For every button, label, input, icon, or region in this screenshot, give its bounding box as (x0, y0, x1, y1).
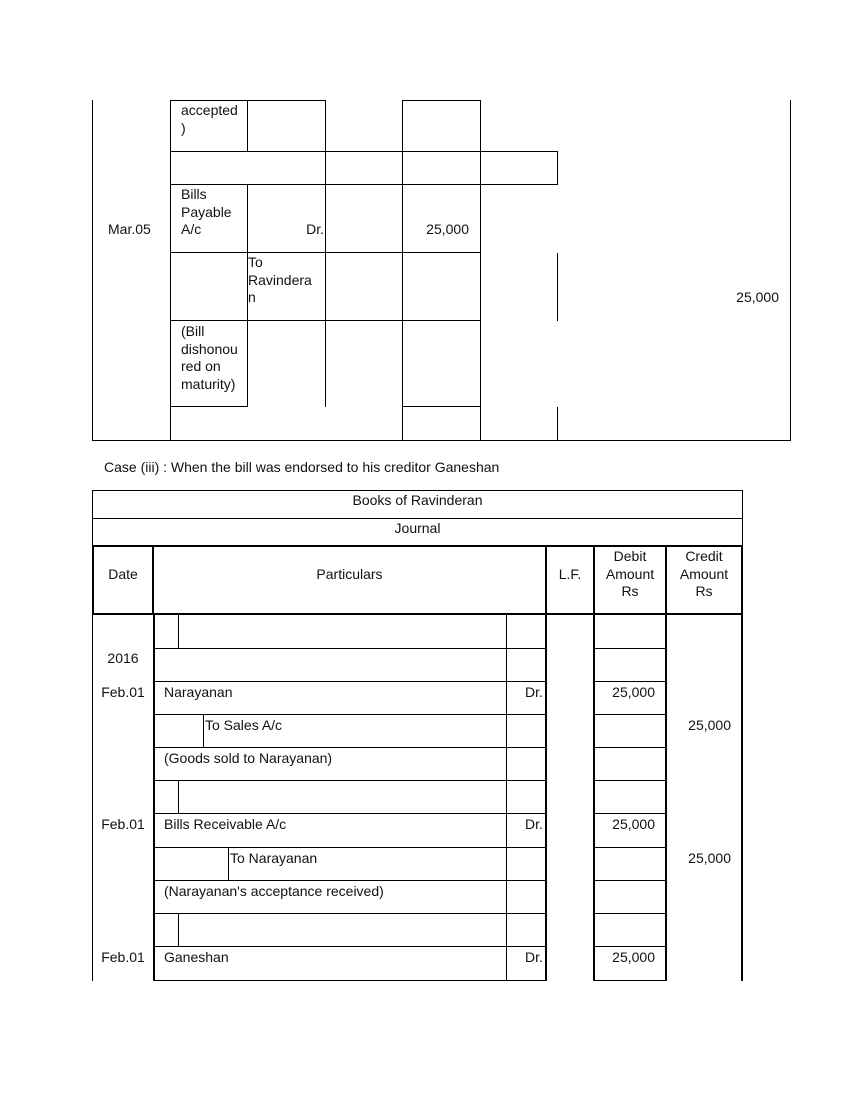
indent-divider (178, 615, 179, 648)
entry-date: Feb.01 (101, 684, 145, 700)
table-border (92, 615, 93, 981)
table-border (506, 615, 507, 981)
table-border (153, 615, 155, 981)
entry-date: Feb.01 (101, 949, 145, 965)
table-border (92, 613, 743, 615)
table-border (402, 406, 480, 407)
table-border (594, 648, 666, 649)
table-border (594, 747, 666, 748)
indent-divider (228, 847, 229, 880)
debit-amount: 25,000 (426, 221, 469, 237)
dr-label: Dr. (525, 684, 543, 700)
table-border (170, 406, 247, 407)
narration-text: (Narayanan's acceptance received) (164, 883, 384, 899)
debit-account: Narayanan (164, 684, 233, 700)
table-border (154, 913, 546, 914)
table-border (402, 100, 480, 101)
debit-amount: 25,000 (612, 684, 655, 700)
table-border (594, 880, 666, 881)
table-border (154, 980, 546, 981)
book-title: Books of Ravinderan (352, 492, 483, 508)
table-border (170, 252, 480, 253)
narration-text: (Bill dishonou red on maturity) (181, 323, 238, 392)
indent-divider (203, 714, 204, 747)
table-border (545, 615, 547, 981)
credit-account: To Narayanan (230, 850, 318, 866)
table-border (154, 714, 546, 715)
table-border (325, 100, 326, 407)
table-border (247, 100, 248, 152)
entry-date: Feb.01 (101, 816, 145, 832)
debit-account: Bills Payable A/c (181, 186, 232, 237)
debit-account: Ganeshan (164, 949, 229, 965)
table-border (170, 184, 558, 185)
table-border (741, 615, 743, 981)
header-particulars: Particulars (316, 566, 383, 582)
table-border (665, 615, 667, 981)
table-border (594, 847, 666, 848)
narration-text: accepted ) (181, 102, 238, 136)
table-border (154, 681, 546, 682)
table-border (557, 151, 558, 185)
table-border (154, 648, 546, 649)
dr-label: Dr. (525, 949, 543, 965)
table-border (594, 780, 666, 781)
indent-divider (178, 780, 179, 813)
narration-text: (Goods sold to Narayanan) (164, 750, 333, 766)
table-border (594, 913, 666, 914)
debit-account: Bills Receivable A/c (164, 816, 287, 832)
debit-amount: 25,000 (612, 816, 655, 832)
journal-subtitle: Journal (394, 520, 441, 536)
credit-account: To Sales A/c (205, 717, 283, 733)
table-border (92, 440, 791, 441)
header-credit: Credit Amount Rs (679, 548, 729, 599)
table-border (247, 100, 325, 101)
entry-date: Mar.05 (108, 221, 151, 237)
table-border (557, 253, 558, 321)
table-border (154, 780, 546, 781)
table-border (593, 615, 595, 981)
table-border (154, 747, 546, 748)
table-border (170, 151, 558, 152)
credit-amount: 25,000 (688, 717, 731, 733)
credit-account: To Ravindera n (248, 254, 312, 305)
table-border (790, 100, 791, 441)
header-debit: Debit Amount Rs (605, 548, 655, 599)
table-border (154, 847, 546, 848)
table-border (594, 980, 666, 981)
indent-divider (178, 913, 179, 946)
case-heading: Case (iii) : When the bill was endorsed to his creditor Ganeshan (104, 459, 500, 475)
debit-amount: 25,000 (612, 949, 655, 965)
credit-amount: 25,000 (736, 289, 779, 305)
table-border (154, 880, 546, 881)
entry-year: 2016 (107, 650, 139, 666)
table-border (557, 407, 558, 441)
table-border (92, 545, 743, 547)
table-border (154, 946, 546, 947)
table-border (92, 518, 743, 519)
table-border (92, 100, 93, 441)
header-date: Date (108, 566, 138, 582)
credit-amount: 25,000 (688, 850, 731, 866)
header-lf: L.F. (558, 566, 582, 582)
table-border (594, 681, 666, 682)
table-border (594, 714, 666, 715)
table-border (170, 100, 247, 101)
table-border (170, 320, 480, 321)
dr-label: Dr. (525, 816, 543, 832)
table-border (594, 946, 666, 947)
table-border (594, 813, 666, 814)
dr-label: Dr. (306, 221, 324, 237)
table-border (92, 490, 743, 491)
table-border (154, 813, 546, 814)
